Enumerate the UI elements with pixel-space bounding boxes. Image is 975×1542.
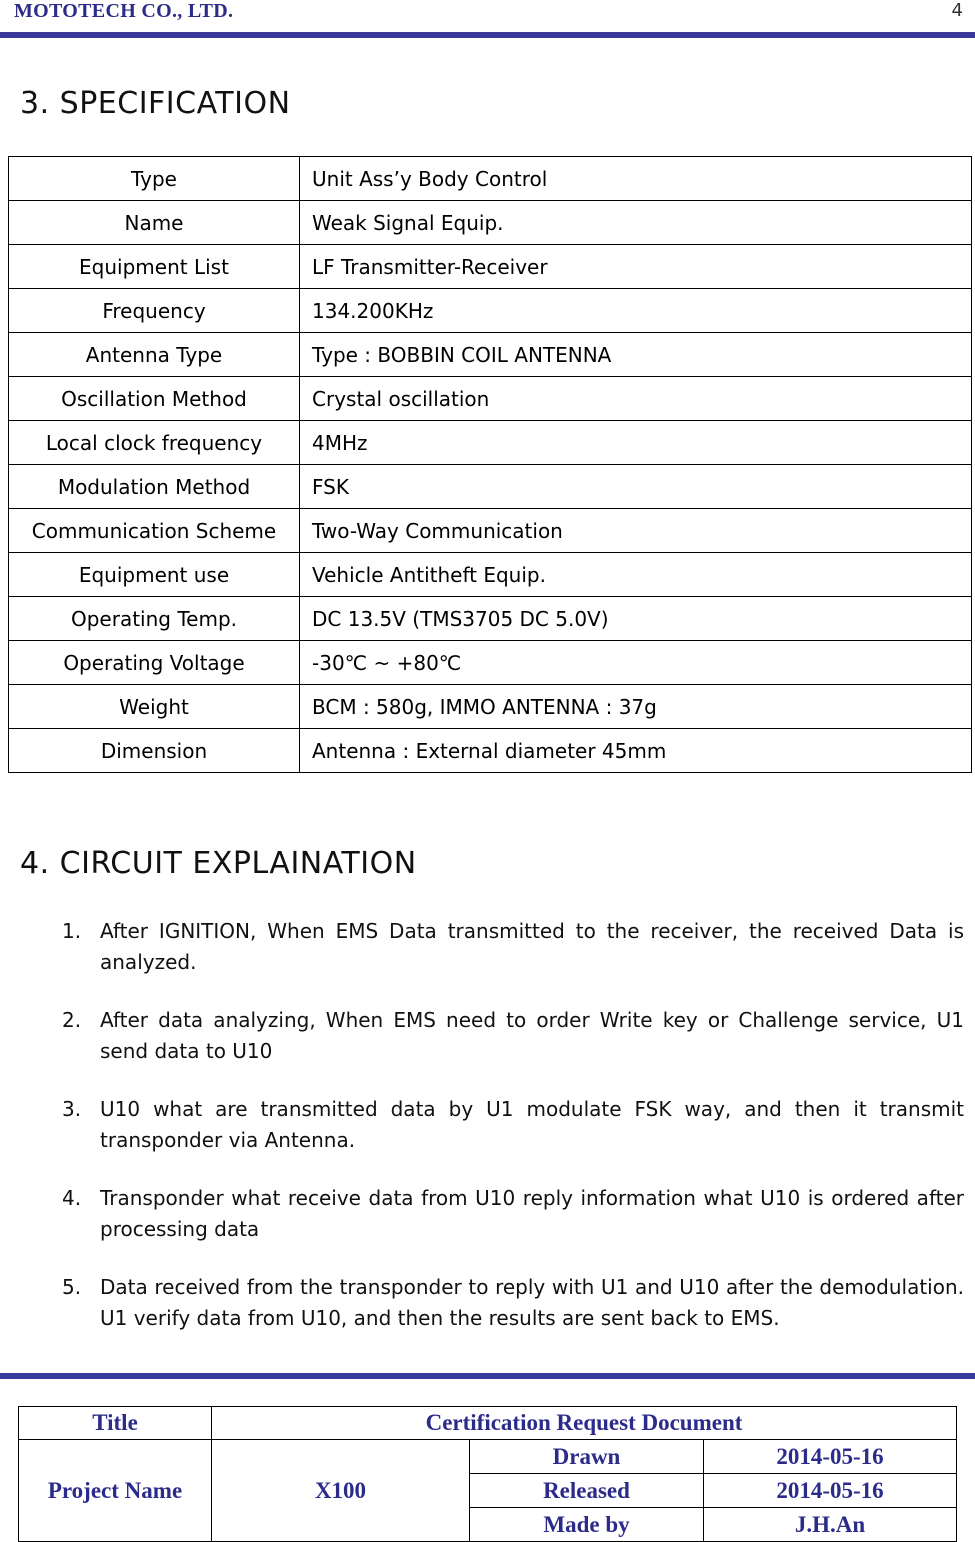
spec-value: -30℃ ~ +80℃ [300, 641, 972, 685]
circuit-explanation-heading: 4. CIRCUIT EXPLAINATION [20, 846, 417, 881]
made-by-label: Made by [470, 1508, 704, 1542]
specification-table [8, 156, 972, 773]
spec-row [9, 729, 972, 773]
spec-key: Frequency [9, 289, 300, 333]
spec-value: Crystal oscillation [300, 377, 972, 421]
spec-value: Vehicle Antitheft Equip. [300, 553, 972, 597]
spec-row [9, 465, 972, 509]
spec-value: Antenna : External diameter 45mm [300, 729, 972, 773]
spec-key: Equipment use [9, 553, 300, 597]
list-item-number: 2. [62, 1008, 82, 1032]
spec-key: Name [9, 201, 300, 245]
spec-value: Unit Ass’y Body Control [300, 157, 972, 201]
spec-key: Weight [9, 685, 300, 729]
title-value: Certification Request Document [212, 1407, 957, 1440]
spec-row [9, 509, 972, 553]
footer-divider [0, 1373, 975, 1379]
spec-value: DC 13.5V (TMS3705 DC 5.0V) [300, 597, 972, 641]
spec-key: Antenna Type [9, 333, 300, 377]
spec-row [9, 421, 972, 465]
spec-row [9, 245, 972, 289]
spec-key: Equipment List [9, 245, 300, 289]
document-info-table [18, 1406, 957, 1542]
spec-row [9, 641, 972, 685]
spec-row [9, 597, 972, 641]
spec-row [9, 685, 972, 729]
spec-row [9, 289, 972, 333]
drawn-date: 2014-05-16 [704, 1440, 957, 1474]
list-item [62, 916, 964, 978]
header-divider [0, 32, 975, 38]
spec-row [9, 377, 972, 421]
spec-key: Oscillation Method [9, 377, 300, 421]
list-item-number: 3. [62, 1097, 82, 1121]
released-label: Released [470, 1474, 704, 1508]
spec-key: Type [9, 157, 300, 201]
list-item [62, 1094, 964, 1156]
list-item-number: 1. [62, 919, 82, 943]
spec-key: Local clock frequency [9, 421, 300, 465]
spec-value: Weak Signal Equip. [300, 201, 972, 245]
list-item-text: Data received from the transponder to reply with U1 and U10 after the demodulation. U1 verify data from U10, and then the results are sent back to EMS. [100, 1275, 964, 1330]
spec-key: Operating Temp. [9, 597, 300, 641]
spec-row [9, 333, 972, 377]
spec-key: Communication Scheme [9, 509, 300, 553]
spec-value: 134.200KHz [300, 289, 972, 333]
circuit-explanation-list [62, 916, 964, 1361]
list-item-number: 5. [62, 1275, 82, 1299]
spec-row [9, 553, 972, 597]
specification-heading: 3. SPECIFICATION [20, 86, 291, 121]
spec-key: Dimension [9, 729, 300, 773]
list-item [62, 1183, 964, 1245]
spec-value: 4MHz [300, 421, 972, 465]
list-item-text: After data analyzing, When EMS need to order Write key or Challenge service, U1 send data to U10 [100, 1008, 964, 1063]
project-name-value: X100 [212, 1440, 470, 1542]
list-item [62, 1272, 964, 1334]
title-label: Title [19, 1407, 212, 1440]
made-by-value: J.H.An [704, 1508, 957, 1542]
released-date: 2014-05-16 [704, 1474, 957, 1508]
page-number: 4 [951, 0, 963, 21]
spec-value: BCM : 580g, IMMO ANTENNA : 37g [300, 685, 972, 729]
list-item-text: After IGNITION, When EMS Data transmitted to the receiver, the received Data is analyzed. [100, 919, 964, 974]
list-item-text: U10 what are transmitted data by U1 modulate FSK way, and then it transmit transponder via Antenna. [100, 1097, 964, 1152]
spec-value: Two-Way Communication [300, 509, 972, 553]
spec-value: Type : BOBBIN COIL ANTENNA [300, 333, 972, 377]
spec-row [9, 157, 972, 201]
spec-value: LF Transmitter-Receiver [300, 245, 972, 289]
list-item-text: Transponder what receive data from U10 reply information what U10 is ordered after processing data [100, 1186, 964, 1241]
spec-row [9, 201, 972, 245]
spec-key: Modulation Method [9, 465, 300, 509]
project-name-label: Project Name [19, 1440, 212, 1542]
company-name: MOTOTECH CO., LTD. [14, 0, 234, 22]
spec-value: FSK [300, 465, 972, 509]
drawn-label: Drawn [470, 1440, 704, 1474]
list-item-number: 4. [62, 1186, 82, 1210]
spec-key: Operating Voltage [9, 641, 300, 685]
list-item [62, 1005, 964, 1067]
